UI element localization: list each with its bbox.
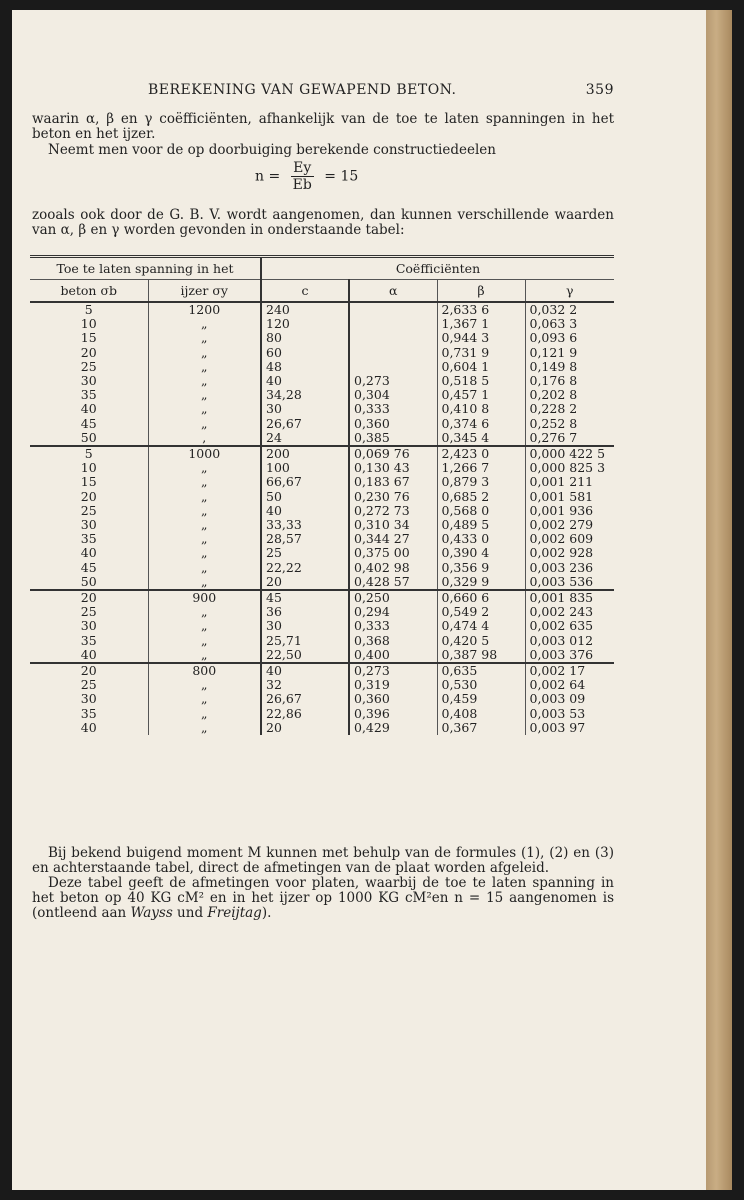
cell-beta: 0,879 3: [437, 475, 525, 489]
table-row: [30, 678, 614, 692]
cell-ijzer: „: [148, 417, 261, 431]
cell-alpha: 0,250: [349, 590, 437, 605]
cell-gamma: 0,001 835: [525, 590, 614, 605]
cell-alpha: 0,273: [349, 374, 437, 388]
table-row: [30, 707, 614, 721]
table-row: [30, 504, 614, 518]
cell-gamma: 0,003 536: [525, 575, 614, 590]
cell-alpha: 0,385: [349, 431, 437, 446]
cell-beta: 1,367 1: [437, 317, 525, 331]
header-ijzer: ijzer σy: [148, 280, 261, 303]
cell-gamma: 0,003 97: [525, 721, 614, 735]
cell-gamma: 0,149 8: [525, 360, 614, 374]
table-row: [30, 546, 614, 560]
cell-alpha: 0,230 76: [349, 490, 437, 504]
table-row: [30, 605, 614, 619]
cell-ijzer: „: [148, 461, 261, 475]
cell-c: 36: [261, 605, 349, 619]
cell-alpha: 0,360: [349, 692, 437, 706]
cell-beta: 0,457 1: [437, 388, 525, 402]
cell-gamma: 0,202 8: [525, 388, 614, 402]
cell-gamma: 0,228 2: [525, 402, 614, 416]
cell-alpha: 0,402 98: [349, 561, 437, 575]
cell-alpha: 0,368: [349, 634, 437, 648]
cell-alpha: 0,319: [349, 678, 437, 692]
cell-gamma: 0,093 6: [525, 331, 614, 345]
cell-beton: 30: [80, 691, 97, 707]
cell-alpha: 0,429: [349, 721, 437, 735]
cell-ijzer: „: [148, 475, 261, 489]
cell-c: 34,28: [261, 388, 349, 402]
table-row: [30, 532, 614, 546]
cell-ijzer: „: [148, 619, 261, 633]
cell-alpha: 0,272 73: [349, 504, 437, 518]
formula-denominator: Eb: [292, 177, 312, 193]
cell-beta: 0,944 3: [437, 331, 525, 345]
cell-beton: 20: [80, 590, 97, 606]
cell-beton: 50: [30, 575, 148, 590]
cell-c: 80: [261, 331, 349, 345]
cell-beton: 20: [80, 488, 97, 504]
cell-ijzer: „: [148, 634, 261, 648]
cell-alpha: 0,333: [349, 619, 437, 633]
cell-beton: 40: [30, 648, 148, 663]
cell-c: 30: [261, 619, 349, 633]
cell-c: 28,57: [261, 532, 349, 546]
cell-beta: 2,423 0: [437, 446, 525, 461]
cell-gamma: 0,063 3: [525, 317, 614, 331]
cell-c: 25: [261, 546, 349, 560]
cell-ijzer: „: [148, 707, 261, 721]
author-freijtag: Freijtag: [207, 905, 262, 921]
cell-gamma: 0,003 012: [525, 634, 614, 648]
author-wayss: Wayss: [130, 905, 173, 921]
header-beta: β: [437, 280, 525, 303]
running-header: [148, 82, 614, 98]
cell-c: 66,67: [261, 475, 349, 489]
outro-paragraph-1: [32, 846, 614, 876]
cell-beta: 0,660 6: [437, 590, 525, 605]
outro-paragraph-1-text: Bij bekend buigend moment M kunnen met behulp van de formules (1), (2) en (3) en achterstaande tabel, direct de afmetingen van de plaat worden afgeleid.: [32, 845, 614, 876]
cell-c: 60: [261, 346, 349, 360]
cell-beta: 0,549 2: [437, 605, 525, 619]
cell-gamma: 0,276 7: [525, 431, 614, 446]
cell-beta: 0,420 5: [437, 634, 525, 648]
table-row: [30, 317, 614, 331]
table-row: [30, 331, 614, 345]
cell-beta: 0,685 2: [437, 490, 525, 504]
cell-c: 22,22: [261, 561, 349, 575]
cell-ijzer: „: [148, 374, 261, 388]
table-row: [30, 417, 614, 431]
cell-gamma: 0,000 825 3: [525, 461, 614, 475]
cell-gamma: 0,032 2: [525, 302, 614, 317]
cell-beton: 5: [84, 302, 93, 317]
formula-fraction: [291, 160, 314, 193]
modulus-ratio-formula: [255, 160, 358, 193]
formula-rhs: = 15: [324, 168, 359, 185]
cell-ijzer: „: [148, 532, 261, 546]
header-gamma: γ: [525, 280, 614, 303]
cell-beta: 0,635: [437, 663, 525, 678]
cell-beton: 40: [80, 719, 97, 735]
cell-ijzer: 900: [148, 590, 261, 605]
cell-beton: 25: [80, 604, 97, 620]
cell-ijzer: „: [148, 561, 261, 575]
table-row: [30, 590, 614, 605]
cell-ijzer: 1000: [148, 446, 261, 461]
cell-gamma: 0,002 279: [525, 518, 614, 532]
book-spine: [706, 10, 732, 1190]
cell-beta: 0,474 4: [437, 619, 525, 633]
cell-ijzer: ,: [148, 431, 261, 446]
cell-ijzer: „: [148, 402, 261, 416]
cell-c: 26,67: [261, 417, 349, 431]
cell-alpha: 0,400: [349, 648, 437, 663]
cell-beton: 30: [80, 618, 97, 634]
header-alpha: α: [349, 280, 437, 303]
cell-c: 24: [261, 431, 349, 446]
outro-und: und: [172, 905, 208, 921]
cell-ijzer: „: [148, 360, 261, 374]
cell-gamma: 0,002 64: [525, 678, 614, 692]
table-row: [30, 461, 614, 475]
table-row: [30, 575, 614, 590]
cell-c: 30: [261, 402, 349, 416]
cell-ijzer: „: [148, 331, 261, 345]
table-row: [30, 360, 614, 374]
cell-c: 48: [261, 360, 349, 374]
cell-c: 20: [261, 721, 349, 735]
table-body: [30, 302, 614, 735]
cell-alpha: [349, 317, 437, 331]
table-row: [30, 374, 614, 388]
cell-c: 26,67: [261, 692, 349, 706]
formula-numerator: Ey: [291, 160, 314, 177]
cell-ijzer: 1200: [148, 302, 261, 317]
cell-c: 40: [261, 504, 349, 518]
cell-beta: 0,374 6: [437, 417, 525, 431]
cell-alpha: [349, 346, 437, 360]
cell-ijzer: „: [148, 346, 261, 360]
cell-beta: 0,367: [437, 721, 525, 735]
cell-beta: 0,345 4: [437, 431, 525, 446]
cell-c: 200: [261, 446, 349, 461]
table-row: [30, 634, 614, 648]
cell-beta: 0,408: [437, 707, 525, 721]
cell-gamma: 0,003 236: [525, 561, 614, 575]
cell-beton: 45: [80, 415, 97, 431]
cell-beta: 0,459: [437, 692, 525, 706]
cell-ijzer: „: [148, 518, 261, 532]
cell-beta: 0,410 8: [437, 402, 525, 416]
table-row: [30, 561, 614, 575]
cell-gamma: 0,002 635: [525, 619, 614, 633]
cell-beta: 0,433 0: [437, 532, 525, 546]
cell-ijzer: „: [148, 575, 261, 590]
cell-alpha: 0,130 43: [349, 461, 437, 475]
cell-ijzer: „: [148, 490, 261, 504]
cell-gamma: 0,002 243: [525, 605, 614, 619]
cell-beton: 25: [80, 358, 97, 374]
cell-gamma: 0,001 211: [525, 475, 614, 489]
cell-beton: 35: [80, 632, 97, 648]
cell-ijzer: „: [148, 317, 261, 331]
cell-beton: 35: [80, 387, 97, 403]
cell-ijzer: „: [148, 605, 261, 619]
cell-gamma: 0,003 53: [525, 707, 614, 721]
header-beton: beton σb: [30, 280, 148, 303]
cell-alpha: 0,294: [349, 605, 437, 619]
cell-c: 22,86: [261, 707, 349, 721]
cell-alpha: 0,333: [349, 402, 437, 416]
cell-beta: 2,633 6: [437, 302, 525, 317]
intro-paragraph-1: waarin α, β en γ coëfficiënten, afhankelijk van de toe te laten spanningen in het beton en het ijzer.: [32, 111, 614, 142]
header-title: BEREKENING VAN GEWAPEND BETON.: [148, 82, 457, 98]
cell-alpha: 0,344 27: [349, 532, 437, 546]
cell-ijzer: „: [148, 678, 261, 692]
cell-beton: 40: [80, 545, 97, 561]
cell-gamma: 0,002 928: [525, 546, 614, 560]
cell-alpha: 0,273: [349, 663, 437, 678]
header-c: c: [261, 280, 349, 303]
cell-gamma: 0,002 17: [525, 663, 614, 678]
header-coefficients: Coëfficiënten: [261, 257, 614, 280]
cell-gamma: 0,001 581: [525, 490, 614, 504]
cell-ijzer: „: [148, 721, 261, 735]
table-row: [30, 648, 614, 663]
cell-c: 240: [261, 302, 349, 317]
cell-ijzer: „: [148, 546, 261, 560]
cell-beton: 20: [80, 663, 97, 679]
cell-beton: 25: [80, 677, 97, 693]
cell-c: 45: [261, 590, 349, 605]
page-number: 359: [585, 82, 614, 98]
cell-c: 22,50: [261, 648, 349, 663]
table-row: [30, 518, 614, 532]
cell-gamma: 0,003 376: [525, 648, 614, 663]
outro-paragraph-2: [32, 876, 614, 921]
cell-ijzer: 800: [148, 663, 261, 678]
cell-beton: 10: [80, 460, 97, 476]
table-row: [30, 663, 614, 678]
cell-beta: 1,266 7: [437, 461, 525, 475]
cell-beton: 15: [80, 474, 97, 490]
table-row: [30, 490, 614, 504]
cell-gamma: 0,001 936: [525, 504, 614, 518]
cell-alpha: 0,304: [349, 388, 437, 402]
cell-beton: 50: [30, 431, 148, 446]
coefficients-table: [30, 255, 614, 735]
cell-c: 50: [261, 490, 349, 504]
intro-paragraph-2: [32, 143, 614, 158]
cell-c: 33,33: [261, 518, 349, 532]
header-allowable-stress: Toe te laten spanning in het: [30, 257, 261, 280]
cell-beta: 0,329 9: [437, 575, 525, 590]
table-row: [30, 402, 614, 416]
cell-gamma: 0,000 422 5: [525, 446, 614, 461]
intro-paragraph-3: zooals ook door de G. B. V. wordt aangenomen, dan kunnen verschillende waarden van α, β en γ worden gevonden in onderstaande tabel:: [32, 207, 614, 238]
cell-beta: 0,731 9: [437, 346, 525, 360]
cell-beton: 10: [80, 316, 97, 332]
cell-gamma: 0,252 8: [525, 417, 614, 431]
cell-alpha: 0,428 57: [349, 575, 437, 590]
table-row: [30, 431, 614, 446]
formula-lhs: n =: [255, 168, 281, 185]
table-row: [30, 446, 614, 461]
cell-gamma: 0,121 9: [525, 346, 614, 360]
cell-ijzer: „: [148, 692, 261, 706]
cell-beta: 0,604 1: [437, 360, 525, 374]
cell-beta: 0,390 4: [437, 546, 525, 560]
table-row: [30, 388, 614, 402]
cell-beta: 0,489 5: [437, 518, 525, 532]
cell-c: 40: [261, 374, 349, 388]
cell-c: 100: [261, 461, 349, 475]
outro-paragraph-2-text: Deze tabel geeft de afmetingen voor platen, waarbij de toe te laten spanning in het beton op 40 KG cM² en in het ijzer op 1000 KG cM²en n = 15 aangenomen is (ontleend aan: [32, 875, 614, 921]
table-row: [30, 302, 614, 317]
cell-ijzer: „: [148, 388, 261, 402]
cell-beton: 30: [80, 517, 97, 533]
cell-gamma: 0,002 609: [525, 532, 614, 546]
cell-beta: 0,530: [437, 678, 525, 692]
cell-beton: 35: [80, 531, 97, 547]
cell-c: 25,71: [261, 634, 349, 648]
cell-beton: 15: [80, 330, 97, 346]
table-row: [30, 619, 614, 633]
cell-beton: 35: [80, 705, 97, 721]
cell-ijzer: „: [148, 504, 261, 518]
cell-gamma: 0,176 8: [525, 374, 614, 388]
cell-beton: 20: [80, 344, 97, 360]
table-row: [30, 692, 614, 706]
table-row: [30, 475, 614, 489]
cell-alpha: 0,375 00: [349, 546, 437, 560]
cell-ijzer: „: [148, 648, 261, 663]
cell-beton: 45: [80, 559, 97, 575]
cell-alpha: 0,396: [349, 707, 437, 721]
cell-beton: 40: [80, 401, 97, 417]
outro-end: ).: [261, 905, 272, 921]
cell-beton: 30: [80, 373, 97, 389]
intro-paragraph-2-text: Neemt men voor de op doorbuiging berekende constructiedeelen: [48, 142, 496, 158]
table-row: [30, 721, 614, 735]
cell-c: 32: [261, 678, 349, 692]
cell-alpha: [349, 302, 437, 317]
cell-beta: 0,356 9: [437, 561, 525, 575]
table-row: [30, 346, 614, 360]
cell-alpha: [349, 331, 437, 345]
cell-beton: 5: [84, 446, 93, 462]
cell-c: 20: [261, 575, 349, 590]
cell-alpha: 0,183 67: [349, 475, 437, 489]
cell-gamma: 0,003 09: [525, 692, 614, 706]
cell-beta: 0,518 5: [437, 374, 525, 388]
cell-beton: 25: [80, 502, 97, 518]
cell-alpha: 0,360: [349, 417, 437, 431]
cell-c: 120: [261, 317, 349, 331]
cell-beta: 0,568 0: [437, 504, 525, 518]
cell-c: 40: [261, 663, 349, 678]
cell-alpha: 0,310 34: [349, 518, 437, 532]
cell-alpha: [349, 360, 437, 374]
cell-alpha: 0,069 76: [349, 446, 437, 461]
cell-beta: 0,387 98: [437, 648, 525, 663]
